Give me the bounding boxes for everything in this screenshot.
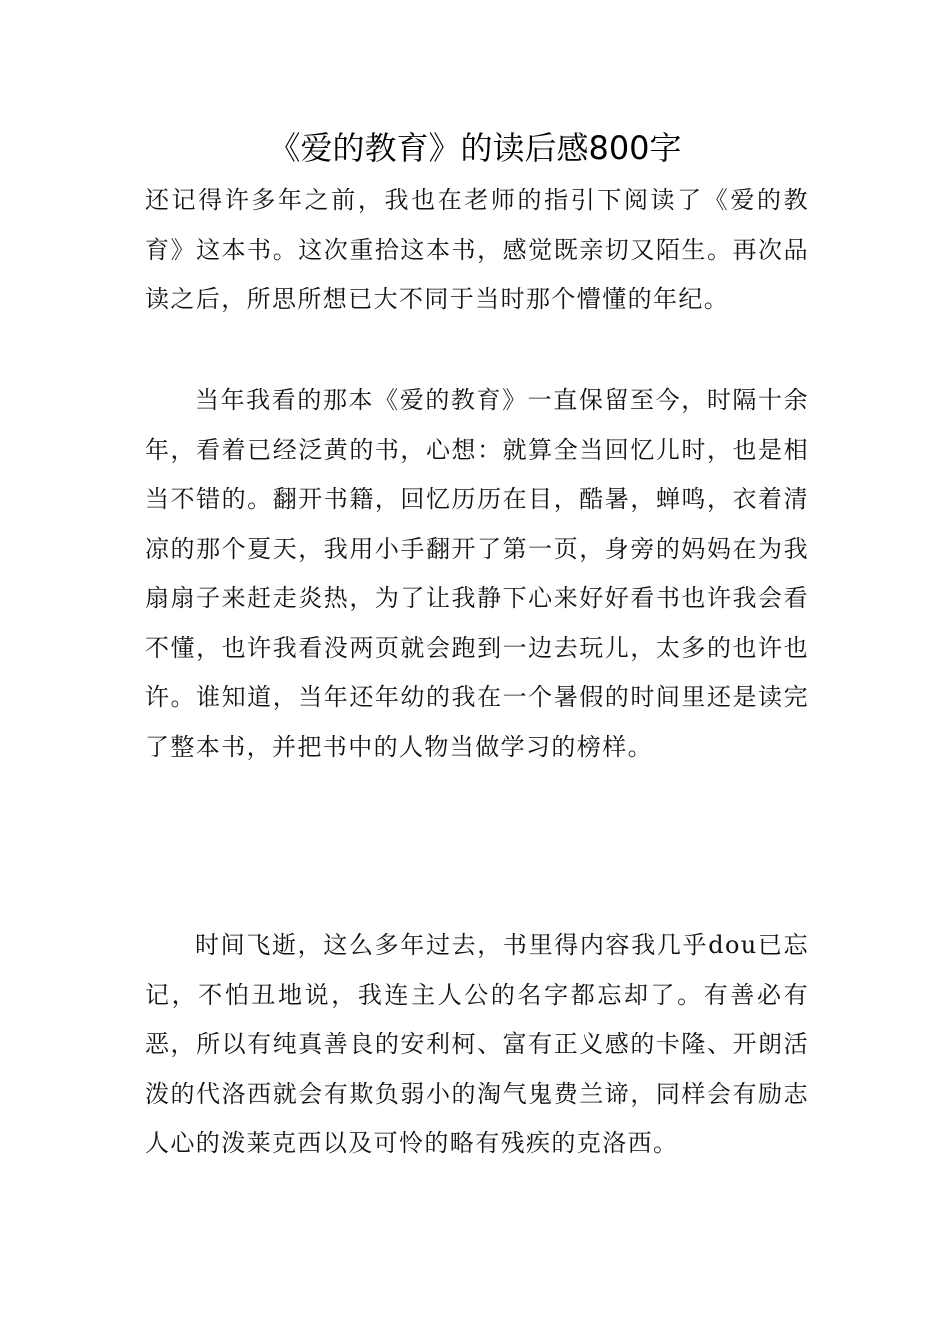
paragraph-3: 时间飞逝，这么多年过去，书里得内容我几乎dou已忘记，不怕丑地说，我连主人公的名字都忘却了。有善必有恶，所以有纯真善良的安利柯、富有正义感的卡隆、开朗活泼的代洛西就会有欺负弱小的淘气鬼费兰谛，同样会有励志人心的泼莱克西以及可怜的略有残疾的克洛西。 [145, 931, 809, 1157]
document-title: 《爱的教育》的读后感800字 [268, 129, 682, 167]
paragraph-2: 当年我看的那本《爱的教育》一直保留至今，时隔十余年，看着已经泛黄的书，心想：就算全当回忆儿时，也是相当不错的。翻开书籍，回忆历历在目，酷暑，蝉鸣，衣着清凉的那个夏天，我用小手翻开了第一页，身旁的妈妈在为我扇扇子来赶走炎热，为了让我静下心来好好看书也许我会看不懂，也许我看没两页就会跑到一边去玩儿，太多的也许也许。谁知道，当年还年幼的我在一个暑假的时间里还是读完了整本书，并把书中的人物当做学习的榜样。 [145, 386, 809, 761]
paragraph-1: 还记得许多年之前，我也在老师的指引下阅读了《爱的教育》这本书。这次重拾这本书，感觉既亲切又陌生。再次品读之后，所思所想已大不同于当时那个懵懂的年纪。 [145, 186, 809, 313]
